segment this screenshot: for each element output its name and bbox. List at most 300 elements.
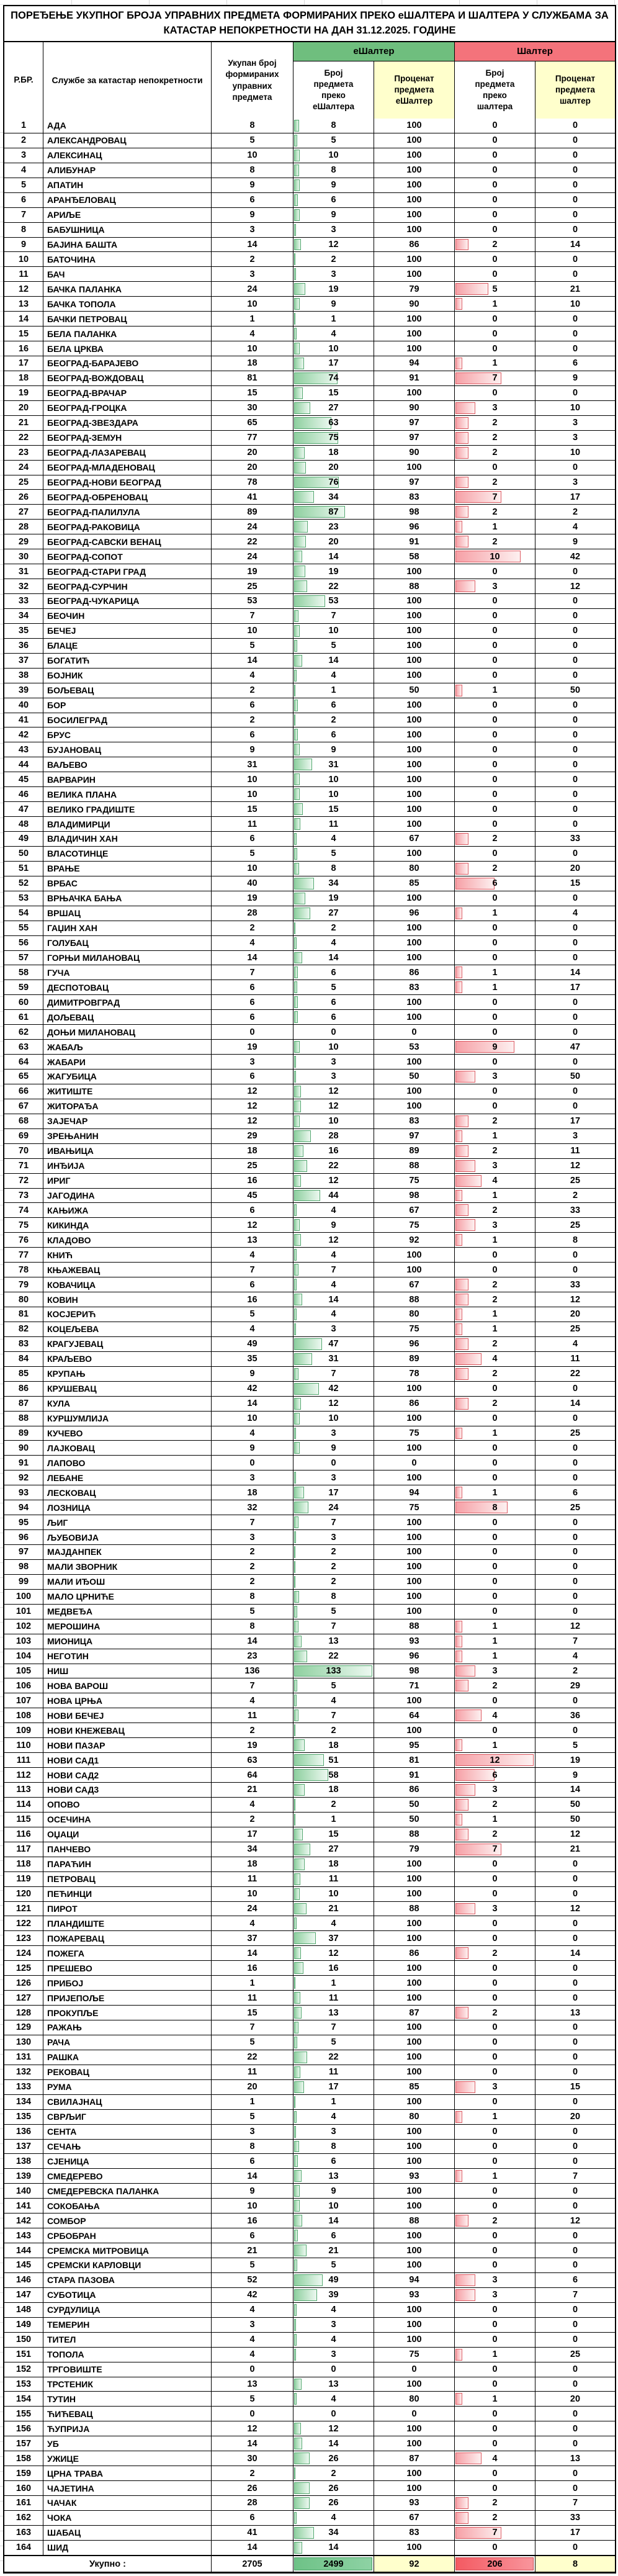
table-row [4,2228,615,2243]
esalter-data-bar [294,714,295,726]
cell-row-number: 121 [4,1902,43,1916]
table-row [4,2258,615,2273]
total-label: Укупно : [4,2556,212,2572]
cell-salter-percent: 19 [570,1755,581,1765]
salter-data-bar [455,417,468,429]
cell-salter-percent: 11 [570,1146,580,1156]
esalter-data-bar [294,1873,300,1885]
cell-esalter-percent: 96 [374,520,455,534]
cell-esalter-percent: 75 [374,1322,455,1336]
cell-total-count: 78 [212,475,293,490]
esalter-data-bar [294,1472,296,1484]
cell-esalter-percent: 80 [374,1307,455,1322]
cell-service-name: СРЕМСКА МИТРОВИЦА [43,2243,212,2258]
cell-total-count: 41 [212,490,293,504]
cell-salter-percent: 0 [572,1859,578,1870]
cell-service-name: БЕОГРАД-ОБРЕНОВАЦ [43,490,212,504]
cell-service-name: ВЕЛИКО ГРАДИШТЕ [43,802,212,816]
esalter-data-bar [294,1368,298,1380]
cell-service-name: СВИЛАЈНАЦ [43,2095,212,2109]
cell-esalter-count: 3 [293,1530,374,1544]
cell-total-count: 40 [212,876,293,891]
table-row [4,862,615,876]
cell-esalter-count: 6 [293,1010,374,1024]
cell-esalter-count: 12 [293,2421,374,2436]
cell-salter-count: 2 [455,832,535,846]
cell-total-count: 8 [212,2140,293,2154]
cell-row-number: 138 [4,2154,43,2168]
cell-esalter-percent: 100 [374,252,455,266]
esalter-data-bar [294,2542,302,2554]
cell-service-name: ПЕТРОВАЦ [43,1872,212,1886]
cell-esalter-percent: 100 [374,2466,455,2480]
salter-data-bar [455,1041,514,1053]
cell-esalter-count: 4 [293,327,374,341]
cell-esalter-count: 3 [293,2348,374,2362]
cell-total-count: 4 [212,1798,293,1812]
cell-esalter-count: 26 [293,2496,374,2510]
header-e-pct: Проценат предмета еШалтер [374,61,455,119]
cell-salter-count: 0 [455,2466,535,2480]
cell-total-count: 18 [212,356,293,371]
table-row [4,876,615,891]
table-row [4,163,615,178]
cell-row-number: 53 [4,891,43,906]
cell-row-number: 162 [4,2511,43,2525]
cell-total-count: 18 [212,1485,293,1500]
table-row [4,1902,615,1917]
salter-data-bar [455,1145,468,1157]
esalter-data-bar [294,848,297,860]
cell-esalter-percent: 100 [374,1961,455,1975]
cell-row-number: 21 [4,416,43,430]
cell-total-count: 5 [212,1307,293,1322]
cell-row-number: 101 [4,1605,43,1619]
esalter-data-bar [294,2022,298,2033]
cell-salter-percent: 7 [572,2171,578,2181]
table-row [4,520,615,534]
cell-esalter-percent: 100 [374,951,455,965]
cell-salter-count: 3 [455,1218,535,1232]
cell-salter-count: 2 [455,2511,535,2525]
cell-esalter-percent: 75 [374,1174,455,1188]
cell-salter-count: 0 [455,1248,535,1262]
cell-salter-percent: 33 [570,1205,581,1215]
cell-total-count: 9 [212,178,293,192]
cell-esalter-percent: 100 [374,163,455,178]
header-e-count: Број предмета преко еШалтера [293,61,374,119]
cell-row-number: 119 [4,1872,43,1886]
cell-row-number: 34 [4,609,43,623]
cell-salter-percent: 0 [572,2127,578,2137]
salter-data-bar [455,1338,468,1350]
cell-esalter-count: 44 [293,1189,374,1203]
esalter-data-bar [294,2230,298,2241]
cell-esalter-percent: 96 [374,1649,455,1664]
cell-total-count: 22 [212,534,293,549]
cell-esalter-count: 6 [293,965,374,980]
cell-service-name: ШАБАЦ [43,2526,212,2540]
esalter-data-bar [294,1145,303,1157]
cell-esalter-percent: 88 [374,1827,455,1842]
salter-data-bar [455,1398,468,1410]
table-row [4,2407,615,2421]
cell-salter-percent: 0 [572,729,578,740]
cell-esalter-percent: 100 [374,639,455,653]
cell-salter-percent: 0 [572,2186,578,2196]
cell-salter-percent: 12 [570,1294,581,1305]
cell-salter-percent: 12 [570,1161,581,1171]
cell-service-name: НОВИ БЕЧЕЈ [43,1708,212,1723]
cell-esalter-count: 22 [293,1649,374,1664]
cell-total-count: 7 [212,1263,293,1277]
cell-total-count: 4 [212,2348,293,2362]
salter-data-bar [455,1115,468,1127]
esalter-data-bar [294,1101,301,1112]
cell-service-name: БЕОГРАД-НОВИ БЕОГРАД [43,475,212,490]
esalter-data-bar [294,1546,295,1558]
group-header-esalter: еШалтер [293,42,455,61]
cell-esalter-count: 4 [293,2303,374,2317]
cell-esalter-percent: 91 [374,534,455,549]
cell-salter-percent: 25 [570,1502,581,1513]
cell-total-count: 13 [212,2377,293,2392]
esalter-data-bar [294,491,314,503]
cell-service-name: СОКОБАЊА [43,2199,212,2213]
table-row [4,2080,615,2095]
cell-esalter-percent: 90 [374,401,455,415]
table-row [4,2095,615,2110]
esalter-data-bar [294,298,300,310]
cell-service-name: БЕОГРАД-РАКОВИЦА [43,520,212,534]
table-row [4,2333,615,2348]
cell-salter-percent: 4 [572,1651,578,1662]
cell-total-count: 21 [212,1783,293,1797]
cell-total-count: 6 [212,995,293,1009]
esalter-data-bar [294,2304,297,2316]
cell-salter-count: 0 [455,208,535,222]
cell-total-count: 18 [212,1857,293,1871]
table-row [4,1678,615,1693]
cell-salter-percent: 0 [572,670,578,681]
cell-salter-percent: 10 [570,299,581,309]
cell-service-name: МАЛО ЦРНИЋЕ [43,1590,212,1604]
cell-row-number: 123 [4,1931,43,1945]
cell-service-name: КЛАДОВО [43,1233,212,1247]
cell-salter-percent: 0 [572,1384,578,1394]
cell-salter-count: 3 [455,1070,535,1084]
cell-salter-count: 3 [455,2080,535,2094]
cell-salter-percent: 25 [570,1176,581,1186]
cell-esalter-percent: 100 [374,2035,455,2050]
cell-salter-percent: 14 [570,1948,581,1958]
cell-salter-count: 1 [455,1426,535,1441]
cell-esalter-count: 7 [293,1367,374,1381]
cell-total-count: 24 [212,282,293,296]
cell-total-count: 14 [212,2436,293,2451]
cell-total-count: 10 [212,787,293,801]
cell-row-number: 23 [4,446,43,460]
table-row [4,2436,615,2451]
table-row [4,965,615,980]
table-row [4,2541,615,2555]
salter-data-bar [455,1709,481,1721]
cell-total-count: 63 [212,1753,293,1767]
cell-esalter-percent: 50 [374,1813,455,1827]
cell-salter-count: 0 [455,461,535,475]
cell-esalter-count: 4 [293,1277,374,1292]
cell-service-name: НИШ [43,1664,212,1678]
salter-data-bar [455,447,468,459]
cell-total-count: 10 [212,862,293,876]
esalter-data-bar [294,2141,299,2153]
cell-total-count: 2 [212,1575,293,1589]
cell-esalter-percent: 100 [374,1084,455,1099]
cell-total-count: 5 [212,2258,293,2272]
esalter-data-bar [294,2155,298,2167]
cell-esalter-percent: 100 [374,669,455,683]
cell-esalter-percent: 93 [374,2496,455,2510]
cell-total-count: 20 [212,446,293,460]
cell-total-count: 6 [212,193,293,207]
cell-service-name: НОВА ВАРОШ [43,1678,212,1693]
table-row [4,1768,615,1783]
cell-total-count: 0 [212,1025,293,1039]
table-row [4,787,615,802]
cell-esalter-count: 4 [293,1916,374,1930]
cell-salter-count: 3 [455,579,535,593]
cell-esalter-count: 10 [293,1114,374,1128]
salter-data-bar [455,1071,475,1083]
cell-salter-count: 0 [455,698,535,713]
cell-row-number: 160 [4,2481,43,2495]
table-row [4,1248,615,1263]
cell-row-number: 42 [4,727,43,742]
cell-esalter-count: 3 [293,267,374,281]
cell-salter-percent: 0 [572,1086,578,1097]
cell-salter-percent: 0 [572,343,578,354]
cell-total-count: 19 [212,564,293,579]
cell-salter-percent: 0 [572,1472,578,1483]
table-row [4,1367,615,1382]
cell-esalter-count: 14 [293,654,374,668]
cell-esalter-count: 42 [293,1382,374,1396]
cell-esalter-count: 26 [293,2451,374,2466]
cell-service-name: БУЈАНОВАЦ [43,742,212,757]
cell-salter-count: 2 [455,1292,535,1307]
cell-salter-count: 0 [455,669,535,683]
cell-salter-percent: 0 [572,1056,578,1067]
cell-row-number: 80 [4,1292,43,1307]
cell-service-name: КРАГУЈЕВАЦ [43,1337,212,1351]
cell-salter-count: 0 [455,1441,535,1455]
cell-service-name: ЖАБАЉ [43,1040,212,1054]
cell-esalter-count: 34 [293,2526,374,2540]
cell-total-count: 15 [212,802,293,816]
cell-salter-percent: 50 [570,1071,581,1082]
cell-service-name: ВЛАДИЧИН ХАН [43,832,212,846]
cell-esalter-count: 63 [293,416,374,430]
cell-esalter-count: 10 [293,1887,374,1901]
esalter-data-bar [294,655,302,667]
cell-esalter-percent: 100 [374,148,455,163]
cell-row-number: 153 [4,2377,43,2392]
salter-data-bar [455,981,462,993]
cell-esalter-count: 4 [293,1203,374,1217]
cell-salter-count: 3 [455,2273,535,2287]
table-row [4,133,615,148]
cell-esalter-percent: 97 [374,431,455,445]
cell-salter-percent: 0 [572,1963,578,1973]
table-row [4,772,615,787]
cell-total-count: 9 [212,1441,293,1455]
cell-salter-count: 0 [455,2050,535,2065]
cell-esalter-percent: 100 [374,698,455,713]
cell-salter-count: 0 [455,1976,535,1990]
cell-service-name: МЕРОШИНА [43,1619,212,1634]
cell-row-number: 163 [4,2526,43,2540]
cell-salter-count: 0 [455,742,535,757]
cell-total-count: 52 [212,2273,293,2287]
cell-esalter-percent: 100 [374,2333,455,2347]
cell-row-number: 54 [4,906,43,921]
cell-salter-percent: 21 [570,1844,581,1855]
cell-esalter-count: 24 [293,1500,374,1515]
table-row [4,1292,615,1307]
cell-total-count: 28 [212,2496,293,2510]
cell-salter-count: 0 [455,1530,535,1544]
cell-service-name: УЖИЦЕ [43,2451,212,2466]
cell-esalter-percent: 100 [374,802,455,816]
cell-salter-percent: 20 [570,2394,581,2404]
cell-esalter-percent: 100 [374,2303,455,2317]
cell-salter-percent: 0 [572,2052,578,2063]
esalter-data-bar [294,937,297,949]
table-row [4,1813,615,1827]
cell-esalter-count: 14 [293,1292,374,1307]
table-row [4,1619,615,1634]
cell-salter-count: 0 [455,1515,535,1529]
cell-total-count: 9 [212,2184,293,2198]
esalter-data-bar [294,1204,297,1216]
cell-service-name: ЖАГУБИЦА [43,1070,212,1084]
cell-esalter-count: 3 [293,1070,374,1084]
esalter-data-bar [294,803,303,815]
table-row [4,2184,615,2199]
cell-row-number: 129 [4,2020,43,2035]
cell-service-name: БЕОГРАД-ВОЖДОВАЦ [43,371,212,385]
cell-service-name: ЉУБОВИЈА [43,1530,212,1544]
cell-esalter-count: 22 [293,579,374,593]
cell-salter-percent: 0 [572,1695,578,1706]
cell-salter-count: 0 [455,252,535,266]
cell-esalter-count: 23 [293,520,374,534]
esalter-data-bar [294,2482,310,2494]
cell-esalter-count: 14 [293,549,374,564]
cell-esalter-count: 6 [293,193,374,207]
cell-esalter-percent: 100 [374,2065,455,2079]
cell-salter-count: 12 [455,1753,535,1767]
cell-row-number: 66 [4,1084,43,1099]
esalter-data-bar [294,1680,297,1691]
cell-total-count: 13 [212,1233,293,1247]
cell-row-number: 48 [4,817,43,831]
cell-salter-count: 10 [455,549,535,564]
esalter-data-bar [294,2452,310,2464]
cell-service-name: ПОЖЕГА [43,1946,212,1960]
cell-salter-percent: 0 [572,2141,578,2151]
cell-esalter-percent: 100 [374,1931,455,1945]
cell-salter-count: 1 [455,906,535,921]
cell-salter-percent: 0 [572,150,578,161]
cell-salter-count: 1 [455,1129,535,1143]
cell-row-number: 47 [4,802,43,816]
cell-row-number: 44 [4,757,43,772]
table-row [4,1827,615,1842]
cell-esalter-count: 5 [293,2258,374,2272]
cell-salter-percent: 0 [572,789,578,799]
cell-esalter-percent: 100 [374,2228,455,2243]
cell-row-number: 148 [4,2303,43,2317]
cell-service-name: ГОРЊИ МИЛАНОВАЦ [43,951,212,965]
salter-data-bar [455,1428,462,1439]
table-row [4,2125,615,2140]
cell-esalter-count: 19 [293,891,374,906]
cell-service-name: НОВА ЦРЊА [43,1693,212,1708]
cell-total-count: 15 [212,2006,293,2020]
cell-salter-count: 0 [455,2065,535,2079]
cell-row-number: 110 [4,1738,43,1752]
esalter-data-bar [294,1502,308,1513]
cell-esalter-count: 53 [293,594,374,608]
cell-total-count: 10 [212,2199,293,2213]
cell-service-name: ВРАЊЕ [43,862,212,876]
cell-esalter-count: 12 [293,1099,374,1114]
cell-salter-count: 1 [455,1307,535,1322]
table-row [4,2213,615,2228]
cell-salter-count: 1 [455,2110,535,2124]
cell-esalter-percent: 100 [374,564,455,579]
cell-salter-count: 0 [455,1010,535,1024]
table-row [4,891,615,906]
cell-service-name: НОВИ КНЕЖЕВАЦ [43,1723,212,1737]
table-row [4,1114,615,1129]
cell-service-name: ТОПОЛА [43,2348,212,2362]
cell-row-number: 14 [4,312,43,326]
cell-service-name: БЛАЦЕ [43,639,212,653]
cell-row-number: 159 [4,2466,43,2480]
cell-salter-count: 1 [455,1322,535,1336]
cell-salter-count: 5 [455,282,535,296]
table-row [4,936,615,951]
cell-total-count: 4 [212,2303,293,2317]
cell-salter-count: 0 [455,1991,535,2005]
cell-service-name: МИОНИЦА [43,1634,212,1649]
table-row [4,1010,615,1025]
cell-row-number: 137 [4,2140,43,2154]
cell-row-number: 4 [4,163,43,178]
cell-total-count: 14 [212,951,293,965]
cell-esalter-percent: 86 [374,1946,455,1960]
cell-row-number: 41 [4,713,43,727]
table-row [4,1218,615,1233]
cell-salter-count: 0 [455,2125,535,2139]
cell-salter-count: 0 [455,891,535,906]
cell-esalter-count: 7 [293,1619,374,1634]
cell-service-name: ИНЂИЈА [43,1159,212,1173]
cell-salter-count: 0 [455,772,535,786]
cell-esalter-count: 5 [293,133,374,148]
